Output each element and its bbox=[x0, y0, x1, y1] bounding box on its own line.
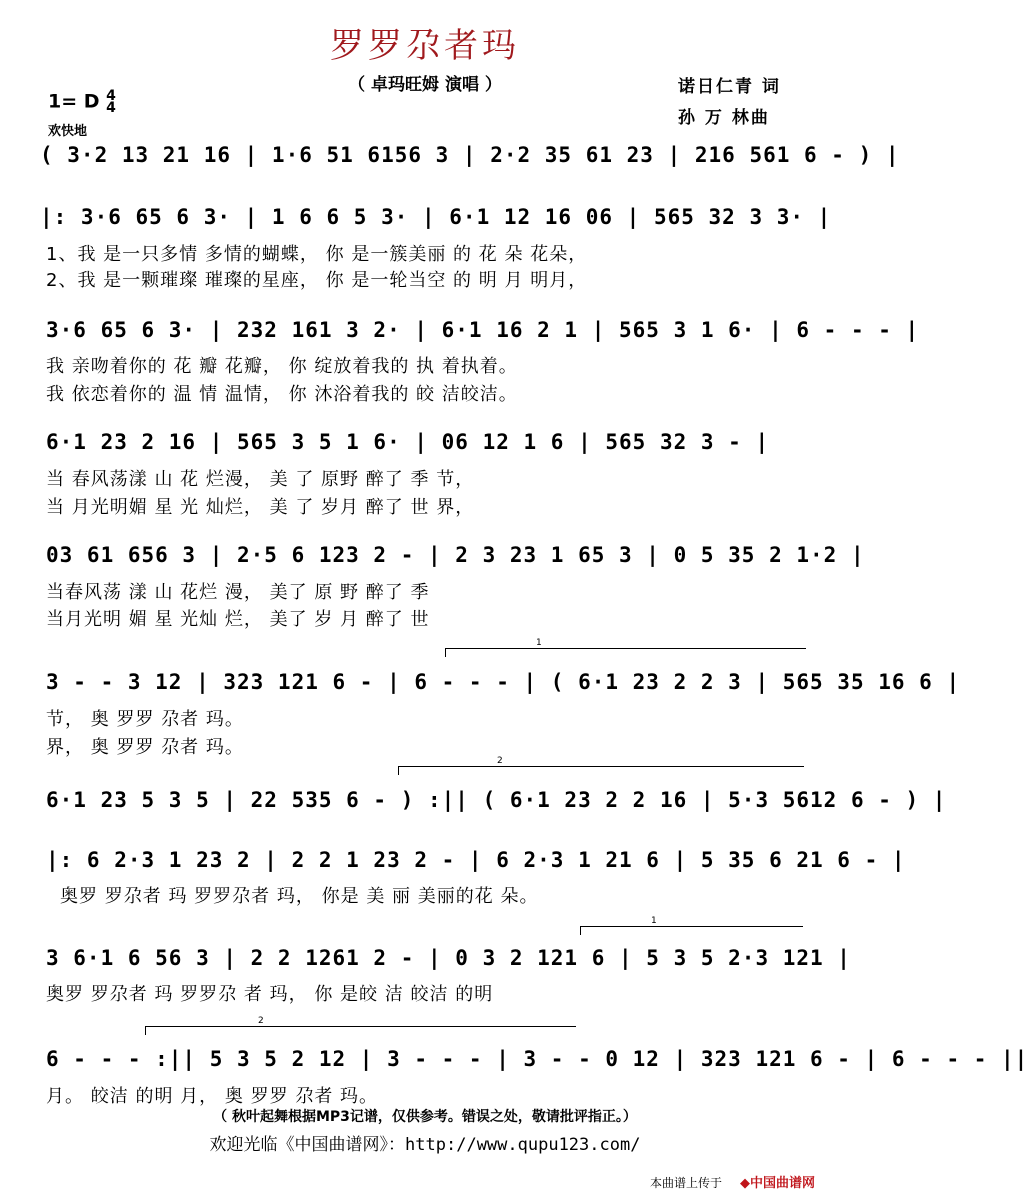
lyric-line: 2、我 是一颗璀璨 璀璨的星座， 你 是一轮当空 的 明 月 明月， bbox=[46, 270, 588, 291]
logo-icon: ◆ bbox=[740, 1176, 750, 1191]
lyric-line: 我 亲吻着你的 花 瓣 花瓣， 你 绽放着我的 执 着执着。 bbox=[46, 356, 518, 377]
lyric-line: 月。 皎洁 的明 月， 奥 罗罗 尕者 玛。 bbox=[46, 1086, 379, 1107]
volta-number: 1 bbox=[536, 638, 542, 648]
key-text: 1= D bbox=[48, 90, 100, 113]
volta-bracket-2 bbox=[398, 756, 804, 775]
volta-number: 2 bbox=[497, 756, 503, 766]
singer-credit: （ 卓玛旺姆 演唱 ） bbox=[348, 75, 502, 95]
lyric-line: 当 月光明媚 星 光 灿烂， 美 了 岁月 醉了 世 界， bbox=[46, 497, 475, 518]
time-signature bbox=[106, 90, 116, 114]
lyric-line: 当月光明 媚 星 光灿 烂， 美了 岁 月 醉了 世 bbox=[46, 609, 430, 630]
score-row: 03 61 656 3 | 2·5 6 123 2 - | 2 3 23 1 65 3 | 0 5 35 2 1·2 | bbox=[46, 543, 865, 567]
score-row: 3·6 65 6 3· | 232 161 3 2· | 6·1 16 2 1 | 565 3 1 6· | 6 - - - | bbox=[46, 318, 920, 342]
site-logo bbox=[740, 1172, 815, 1191]
uploader-text: 本曲谱上传于 bbox=[650, 1176, 723, 1190]
lyric-line: 界， 奥 罗罗 尕者 玛。 bbox=[46, 737, 244, 758]
score-row: 3 6·1 6 56 3 | 2 2 1261 2 - | 0 3 2 121 6 | 5 3 5 2·3 121 | bbox=[46, 946, 851, 970]
lyric-line: 节， 奥 罗罗 尕者 玛。 bbox=[46, 709, 244, 730]
score-row: |: 3·6 65 6 3· | 1 6 6 5 3· | 6·1 12 16 06 | 565 32 3 3· | bbox=[40, 205, 832, 229]
volta-number: 1 bbox=[651, 916, 657, 926]
logo-text: 中国曲谱网 bbox=[750, 1176, 816, 1191]
score-row: 6·1 23 5 3 5 | 22 535 6 - ) :|| ( 6·1 23 2 2 16 | 5·3 5612 6 - ) | bbox=[46, 788, 947, 812]
transcriber-note: （ 秋叶起舞根据MP3记谱，仅供参考。错误之处，敬请批评指正。） bbox=[213, 1109, 637, 1125]
score-row: ( 3·2 13 21 16 | 1·6 51 6156 3 | 2·2 35 61 23 | 216 561 6 - ) | bbox=[40, 143, 900, 167]
volta-bracket-1b bbox=[580, 916, 803, 935]
score-row: 3 - - 3 12 | 323 121 6 - | 6 - - - | ( 6·1 23 2 2 3 | 565 35 16 6 | bbox=[46, 670, 961, 694]
volta-number: 2 bbox=[258, 1016, 264, 1026]
lyric-line: 奥罗 罗尕者 玛 罗罗尕者 玛， 你是 美 丽 美丽的花 朵。 bbox=[60, 886, 539, 907]
score-row: |: 6 2·3 1 23 2 | 2 2 1 23 2 - | 6 2·3 1 21 6 | 5 35 6 21 6 - | bbox=[46, 848, 906, 872]
song-title: 罗罗尕者玛 bbox=[330, 26, 520, 66]
score-row: 6 - - - :|| 5 3 5 2 12 | 3 - - - | 3 - - 0 12 | 323 121 6 - | 6 - - - || bbox=[46, 1047, 1028, 1071]
tempo-marking: 欢快地 bbox=[48, 124, 88, 139]
composer-credit: 孙 万 林曲 bbox=[678, 108, 770, 128]
welcome-line: 欢迎光临《中国曲谱网》：http://www.qupu123.com/ bbox=[209, 1135, 641, 1155]
meter-top: 4 bbox=[106, 88, 116, 104]
key-signature bbox=[48, 90, 116, 114]
lyric-line: 1、我 是一只多情 多情的蝴蝶， 你 是一簇美丽 的 花 朵 花朵， bbox=[46, 244, 588, 265]
lyric-line: 奥罗 罗尕者 玛 罗罗尕 者 玛， 你 是皎 洁 皎洁 的明 bbox=[46, 984, 494, 1005]
lyricist-credit: 诺日仁青 词 bbox=[678, 77, 781, 97]
meter-bottom: 4 bbox=[106, 100, 116, 116]
lyric-line: 当 春风荡漾 山 花 烂漫， 美 了 原野 醉了 季 节， bbox=[46, 469, 475, 490]
score-row: 6·1 23 2 16 | 565 3 5 1 6· | 06 12 1 6 | 565 32 3 - | bbox=[46, 430, 770, 454]
volta-bracket-1 bbox=[445, 638, 806, 657]
volta-bracket-2b bbox=[145, 1016, 576, 1035]
lyric-line: 我 依恋着你的 温 情 温情， 你 沐浴着我的 皎 洁皎洁。 bbox=[46, 384, 518, 405]
lyric-line: 当春风荡 漾 山 花烂 漫， 美了 原 野 醉了 季 bbox=[46, 582, 430, 603]
